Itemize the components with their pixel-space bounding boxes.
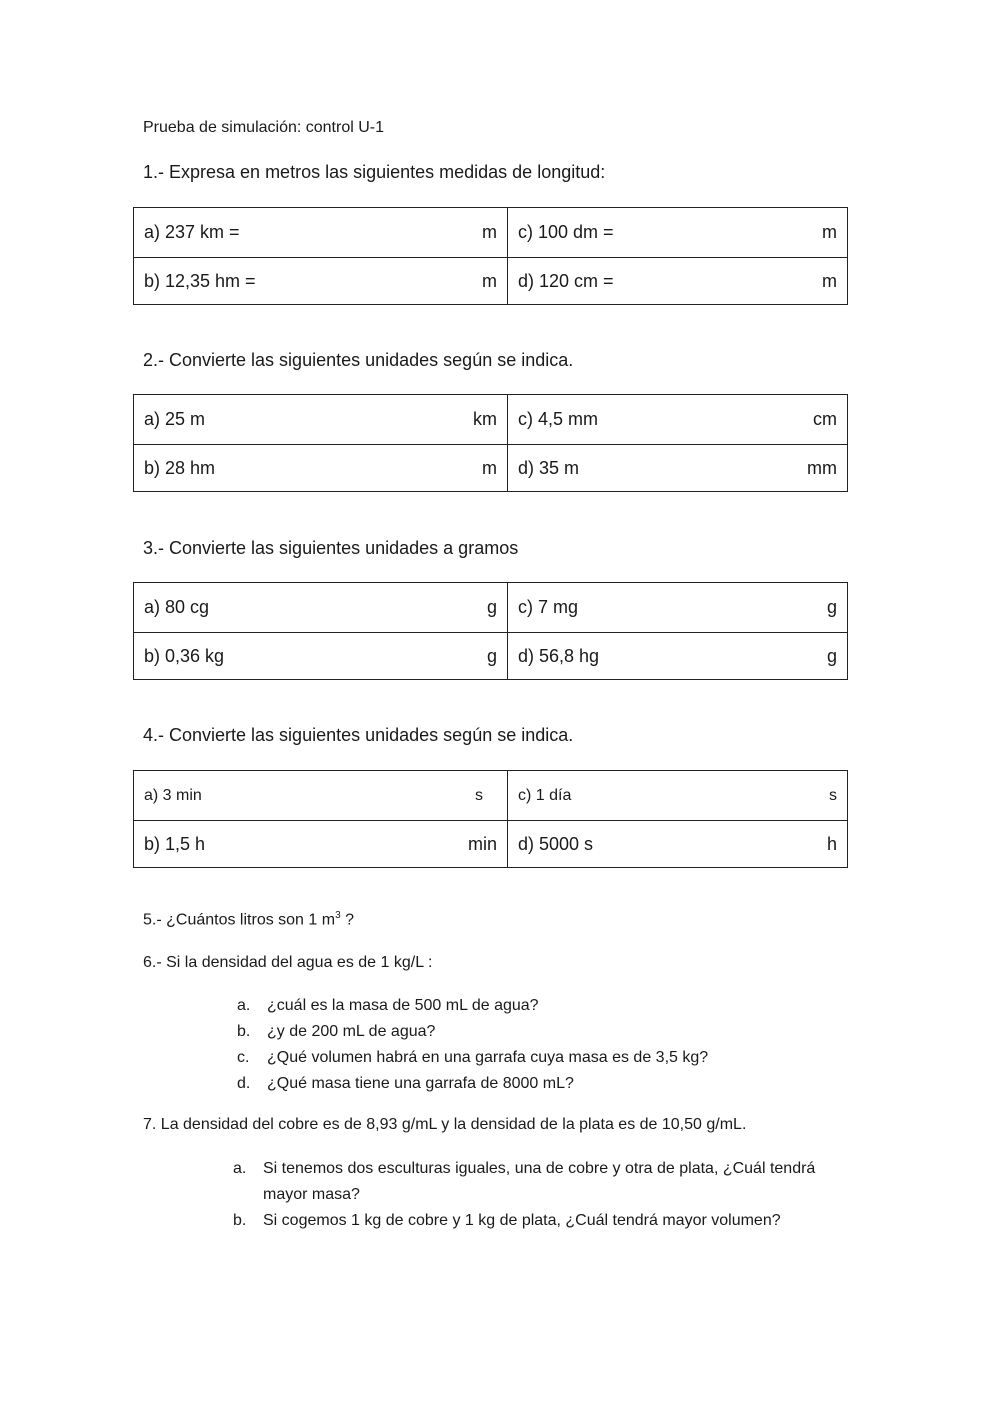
list-marker: b. bbox=[237, 1023, 251, 1040]
cell-unit: min bbox=[467, 833, 497, 854]
table-cell bbox=[508, 633, 848, 680]
table-cell bbox=[134, 445, 508, 492]
cell-expression: d) 120 cm = bbox=[518, 270, 614, 291]
table-row bbox=[134, 208, 848, 258]
list-item-text: ¿y de 200 mL de agua? bbox=[267, 1023, 436, 1040]
cell-unit: h bbox=[826, 833, 837, 854]
question-6-list bbox=[237, 993, 708, 1097]
table-row bbox=[134, 395, 848, 445]
cell-unit: g bbox=[826, 597, 837, 617]
cell-expression: b) 0,36 kg bbox=[144, 645, 225, 666]
question-4-table bbox=[133, 770, 848, 868]
question-6-heading: 6.- Si la densidad del agua es de 1 kg/L : bbox=[143, 954, 433, 971]
cell-expression: a) 3 min bbox=[144, 786, 202, 804]
table-row bbox=[134, 633, 848, 680]
cell-unit: mm bbox=[807, 457, 837, 478]
cell-expression: b) 12,35 hm = bbox=[144, 270, 256, 291]
table-cell bbox=[134, 633, 508, 680]
question-3-table bbox=[133, 582, 848, 680]
list-item bbox=[237, 1071, 708, 1097]
table-row bbox=[134, 583, 848, 633]
cell-expression: a) 237 km = bbox=[144, 222, 240, 242]
table-cell bbox=[508, 583, 848, 633]
table-cell bbox=[134, 771, 508, 821]
list-item bbox=[237, 1045, 708, 1071]
cell-unit: m bbox=[822, 222, 837, 242]
list-marker: a. bbox=[233, 1160, 247, 1177]
question-5-end: ? bbox=[340, 911, 354, 929]
question-1-table bbox=[133, 207, 848, 305]
table-cell bbox=[134, 258, 508, 305]
cell-expression: d) 35 m bbox=[518, 457, 580, 478]
table-cell bbox=[508, 395, 848, 445]
table-cell bbox=[508, 445, 848, 492]
table-row bbox=[134, 445, 848, 492]
question-2-heading: 2.- Convierte las siguientes unidades según se indica. bbox=[143, 350, 574, 370]
cell-unit: g bbox=[826, 645, 837, 666]
cell-unit: km bbox=[473, 409, 497, 429]
list-item-text: ¿Qué masa tiene una garrafa de 8000 mL? bbox=[267, 1075, 574, 1092]
cell-expression: b) 28 hm bbox=[144, 457, 216, 478]
question-3-heading: 3.- Convierte las siguientes unidades a gramos bbox=[143, 538, 519, 558]
cell-unit: m bbox=[482, 270, 497, 291]
document-title: Prueba de simulación: control U-1 bbox=[143, 119, 385, 136]
list-item-text: ¿Qué volumen habrá en una garrafa cuya masa es de 3,5 kg? bbox=[267, 1049, 709, 1066]
list-item-text: ¿cuál es la masa de 500 mL de agua? bbox=[267, 997, 539, 1014]
cell-expression: b) 1,5 h bbox=[144, 833, 206, 854]
cell-unit: g bbox=[486, 645, 497, 666]
cell-unit: s bbox=[829, 786, 837, 804]
cell-unit: m bbox=[482, 222, 497, 242]
table-cell bbox=[134, 821, 508, 868]
table-cell bbox=[508, 258, 848, 305]
question-5-text: 5.- ¿Cuántos litros son 1 m bbox=[143, 911, 336, 929]
table-row bbox=[134, 258, 848, 305]
list-item-text: Si cogemos 1 kg de cobre y 1 kg de plata, ¿Cuál tendrá mayor volumen? bbox=[263, 1212, 781, 1229]
table-cell bbox=[508, 771, 848, 821]
cell-unit: g bbox=[486, 597, 497, 617]
list-marker: a. bbox=[237, 997, 251, 1014]
cell-expression: d) 56,8 hg bbox=[518, 645, 600, 666]
cell-unit: cm bbox=[813, 409, 837, 429]
table-row bbox=[134, 821, 848, 868]
list-marker: b. bbox=[233, 1212, 247, 1229]
list-marker: d. bbox=[237, 1075, 251, 1092]
cell-expression: c) 100 dm = bbox=[518, 222, 614, 242]
question-2-table bbox=[133, 394, 848, 492]
cell-expression: c) 4,5 mm bbox=[518, 409, 599, 429]
cell-unit: m bbox=[482, 457, 497, 478]
cell-unit: m bbox=[822, 270, 837, 291]
list-item bbox=[233, 1156, 853, 1208]
question-7-list bbox=[233, 1156, 853, 1234]
cell-unit: s bbox=[475, 786, 483, 804]
question-7-heading: 7. La densidad del cobre es de 8,93 g/mL y la densidad de la plata es de 10,50 g/mL. bbox=[143, 1116, 747, 1133]
table-cell bbox=[508, 821, 848, 868]
table-row bbox=[134, 771, 848, 821]
question-1-heading: 1.- Expresa en metros las siguientes medidas de longitud: bbox=[143, 162, 606, 182]
question-4-heading: 4.- Convierte las siguientes unidades según se indica. bbox=[143, 725, 574, 745]
cell-expression: c) 1 día bbox=[518, 786, 572, 804]
list-item bbox=[237, 993, 708, 1019]
table-cell bbox=[134, 208, 508, 258]
exponent: 3 bbox=[335, 910, 341, 921]
list-item bbox=[233, 1208, 853, 1234]
list-marker: c. bbox=[237, 1049, 250, 1066]
cell-expression: a) 25 m bbox=[144, 409, 206, 429]
list-item-text: Si tenemos dos esculturas iguales, una de cobre y otra de plata, ¿Cuál tendrá mayor masa? bbox=[263, 1160, 816, 1203]
question-5 bbox=[143, 910, 354, 929]
table-cell bbox=[134, 395, 508, 445]
cell-expression: c) 7 mg bbox=[518, 597, 579, 617]
cell-expression: a) 80 cg bbox=[144, 597, 210, 617]
table-cell bbox=[134, 583, 508, 633]
table-cell bbox=[508, 208, 848, 258]
list-item bbox=[237, 1019, 708, 1045]
cell-expression: d) 5000 s bbox=[518, 833, 594, 854]
